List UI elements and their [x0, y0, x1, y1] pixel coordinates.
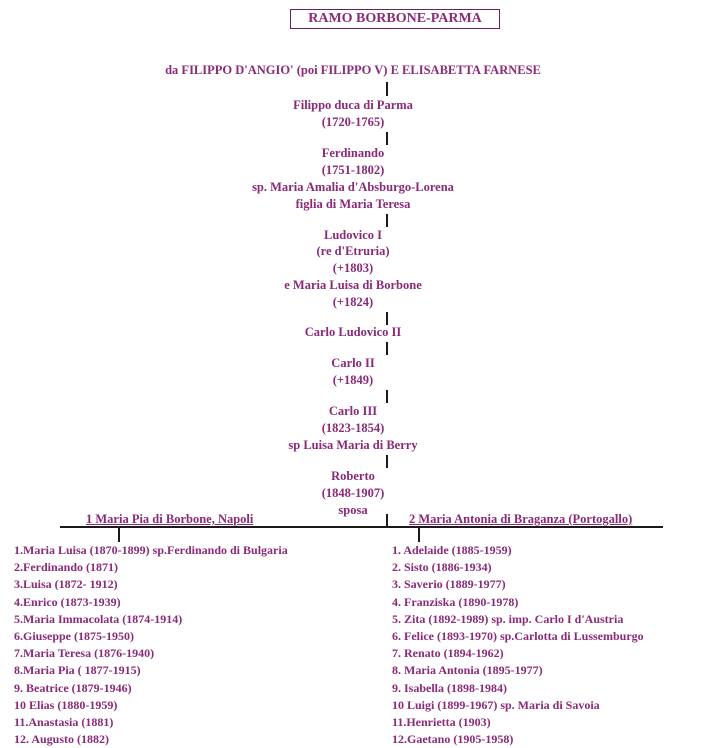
wife2-label: 2 Maria Antonia di Braganza (Portogallo): [409, 512, 633, 526]
list-item: 2. Sisto (1886-1934): [392, 560, 492, 575]
connector-line: [386, 342, 388, 355]
list-item: 10 Luigi (1899-1967) sp. Maria di Savoia: [392, 697, 600, 712]
list-item: 8. Maria Antonia (1895-1977): [392, 663, 543, 678]
gen6-spouse: sp Luisa Maria di Berry: [288, 438, 418, 452]
connector-line: [386, 214, 388, 227]
list-item: 12. Augusto (1882): [14, 732, 110, 747]
connector-line: [386, 132, 388, 145]
list-item: 10 Elias (1880-1959): [14, 697, 118, 712]
connector-line: [118, 527, 120, 542]
list-item: 5.Maria Immacolata (1874-1914): [14, 611, 183, 626]
gen5-dates: (+1849): [332, 373, 374, 387]
list-item: 5. Zita (1892-1989) sp. imp. Carlo I d'Austria: [392, 611, 624, 626]
list-item: 1.Maria Luisa (1870-1899) sp.Ferdinando di Bulgaria: [14, 543, 288, 557]
gen7-name: Roberto: [331, 469, 375, 483]
gen1-name: Filippo duca di Parma: [293, 98, 413, 112]
gen1-dates: (1720-1765): [321, 115, 385, 129]
gen2-name: Ferdinando: [321, 146, 385, 160]
origin-line: da FILIPPO D'ANGIO' (poi FILIPPO V) E ELISABETTA FARNESE: [165, 63, 541, 77]
gen3-dates: (+1803): [332, 261, 374, 275]
gen5-name: Carlo II: [331, 356, 375, 370]
list-item: 4.Enrico (1873-1939): [14, 594, 121, 609]
list-item: 1. Adelaide (1885-1959): [392, 543, 512, 557]
list-item: 8.Maria Pia ( 1877-1915): [14, 663, 141, 678]
gen2-spouse: sp. Maria Amalia d'Absburgo-Lorena: [252, 180, 454, 194]
marriage-line: [60, 526, 663, 528]
list-item: 3.Luisa (1872- 1912): [14, 577, 118, 592]
gen6-name: Carlo III: [328, 404, 378, 418]
connector-line: [386, 455, 388, 468]
list-item: 9. Isabella (1898-1984): [392, 680, 507, 695]
list-item: 7.Maria Teresa (1876-1940): [14, 646, 155, 661]
list-item: 6.Giuseppe (1875-1950): [14, 628, 134, 643]
gen7-dates: (1848-1907): [321, 486, 385, 500]
gen6-dates: (1823-1854): [321, 421, 385, 435]
wife1-label: 1 Maria Pia di Borbone, Napoli: [86, 512, 254, 526]
gen3-spouse: e Maria Luisa di Borbone: [284, 278, 422, 292]
page-title: RAMO BORBONE-PARMA: [290, 9, 500, 29]
list-item: 11.Henrietta (1903): [392, 714, 491, 729]
gen3-name: Ludovico I: [323, 228, 382, 242]
connector-line: [386, 390, 388, 403]
list-item: 4. Franziska (1890-1978): [392, 594, 519, 609]
list-item: 11.Anastasia (1881): [14, 714, 114, 729]
children-list-second-marriage: [392, 542, 644, 748]
gen4-name: Carlo Ludovico II: [304, 325, 402, 339]
children-list-first-marriage: [14, 542, 288, 748]
connector-line: [386, 82, 388, 96]
list-item: 7. Renato (1894-1962): [392, 646, 504, 661]
gen2-spouse-note: figlia di Maria Teresa: [295, 197, 411, 211]
list-item: 3. Saverio (1889-1977): [392, 577, 506, 592]
gen2-dates: (1751-1802): [321, 163, 385, 177]
list-item: 6. Felice (1893-1970) sp.Carlotta di Lussemburgo: [392, 628, 644, 643]
connector-line: [418, 527, 420, 542]
gen3-title: (re d'Etruria): [316, 244, 390, 258]
gen3-spouse-dates: (+1824): [332, 295, 374, 309]
list-item: 2.Ferdinando (1871): [14, 560, 119, 575]
list-item: 12.Gaetano (1905-1958): [392, 732, 514, 747]
gen7-sposa: sposa: [338, 503, 368, 517]
list-item: 9. Beatrice (1879-1946): [14, 680, 132, 695]
